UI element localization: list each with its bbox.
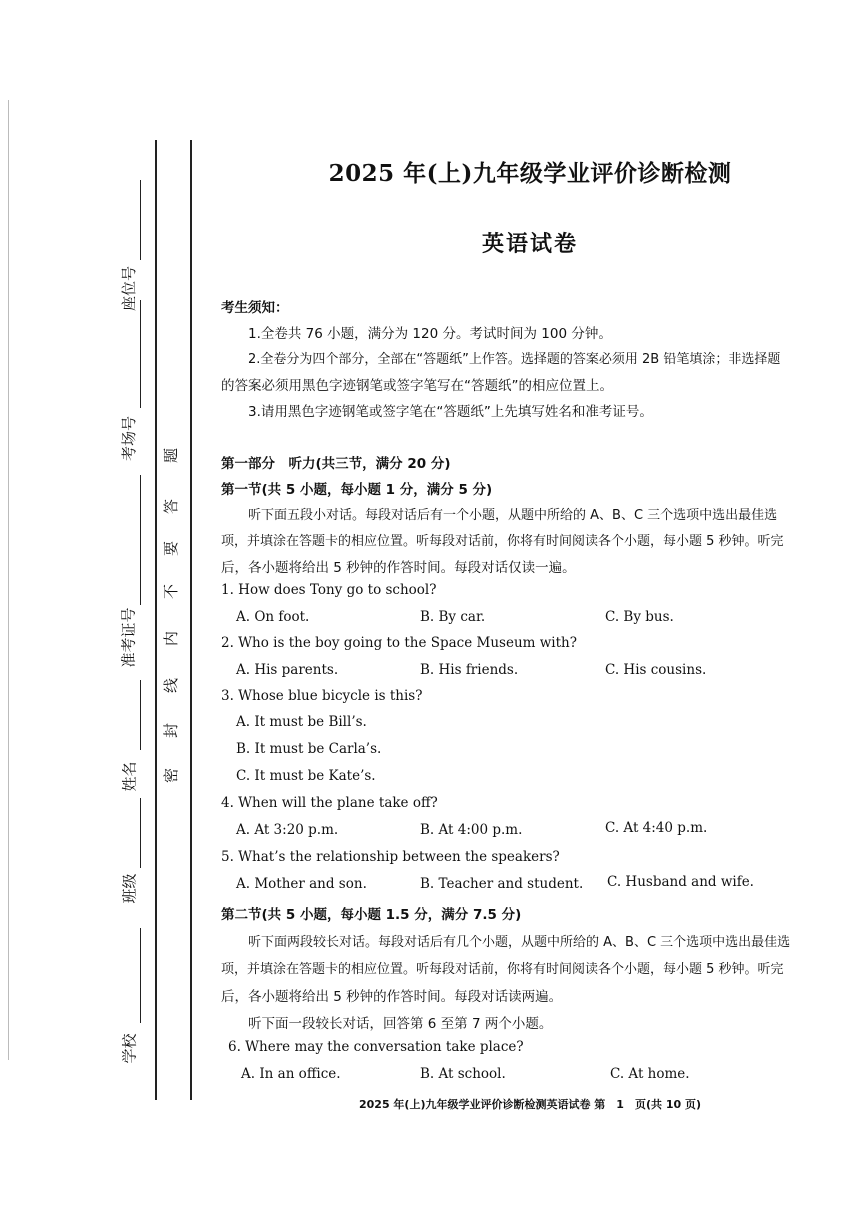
question-5: 5. What’s the relationship between the speakers? (221, 849, 560, 865)
notice-item-2: 2.全卷分为四个部分，全部在“答题纸”上作答。选择题的答案必须用 2B 铅笔填涂；非选择题 (248, 352, 781, 367)
q5-option-a: A. Mother and son. (236, 876, 367, 892)
name-label: 姓名 (120, 761, 139, 792)
q4-option-b: B. At 4:00 p.m. (420, 822, 523, 838)
seat-number-field[interactable] (140, 180, 141, 260)
q3-option-a: A. It must be Bill’s. (236, 714, 367, 730)
binding-line-outer (190, 140, 192, 1100)
seal-char: 不 (162, 583, 181, 600)
section1-heading: 第一节(共 5 小题，每小题 1 分，满分 5 分) (221, 482, 493, 498)
ticket-number-field[interactable] (140, 475, 141, 605)
section1-instructions-end: 后，各小题将给出 5 秒钟的作答时间。每段对话仅读一遍。 (221, 560, 576, 576)
notice-item-3: 3.请用黑色字迹钢笔或签字笔在“答题纸”上先填写姓名和准考证号。 (248, 404, 653, 420)
section2-instructions-end: 后，各小题将给出 5 秒钟的作答时间。每段对话读两遍。 (221, 989, 563, 1005)
ticket-number-label: 准考证号 (119, 607, 138, 668)
q1-option-b: B. By car. (420, 609, 486, 625)
seal-char: 线 (162, 677, 181, 694)
class-label: 班级 (120, 873, 139, 904)
q1-option-c: C. By bus. (605, 609, 674, 625)
page-edge-line (8, 100, 9, 1060)
seal-char: 题 (162, 447, 181, 464)
dialogue-intro: 听下面一段较长对话，回答第 6 至第 7 两个小题。 (248, 1016, 553, 1032)
q4-option-a: A. At 3:20 p.m. (236, 822, 339, 838)
question-1: 1. How does Tony go to school? (221, 582, 437, 598)
section1-instructions: 听下面五段小对话。每段对话后有一个小题，从题中所给的 A、B、C 三个选项中选出最佳选 (248, 508, 778, 523)
exam-subtitle: 英语试卷 (481, 231, 578, 257)
seal-char: 封 (162, 722, 181, 739)
q2-option-c: C. His cousins. (605, 662, 707, 678)
question-2: 2. Who is the boy going to the Space Museum with? (221, 635, 577, 651)
q6-option-b: B. At school. (420, 1066, 506, 1082)
binding-line-inner (155, 140, 157, 1100)
q1-option-a: A. On foot. (236, 609, 310, 625)
exam-room-field[interactable] (140, 300, 141, 408)
notice-item-2-cont: 的答案必须用黑色字迹钢笔或签字笔写在“答题纸”的相应位置上。 (221, 378, 613, 394)
section2-instructions: 听下面两段较长对话。每段对话后有几个小题，从题中所给的 A、B、C 三个选项中选出最佳选 (248, 935, 791, 950)
question-4: 4. When will the plane take off? (221, 795, 438, 811)
q4-option-c: C. At 4:40 p.m. (605, 820, 708, 836)
school-label: 学校 (120, 1033, 139, 1064)
question-3: 3. Whose blue bicycle is this? (221, 688, 423, 704)
section2-heading: 第二节(共 5 小题，每小题 1.5 分，满分 7.5 分) (221, 907, 522, 923)
q5-option-b: B. Teacher and student. (420, 876, 584, 892)
q5-option-c: C. Husband and wife. (607, 874, 754, 890)
q3-option-b: B. It must be Carla’s. (236, 741, 382, 757)
seal-char: 密 (162, 767, 181, 784)
seat-number-label: 座位号 (120, 265, 139, 312)
exam-room-label: 考场号 (120, 415, 139, 462)
exam-title: 2025 年(上)九年级学业评价诊断检测 (328, 160, 732, 187)
part1-heading: 第一部分 听力(共三节，满分 20 分) (221, 456, 451, 472)
q2-option-b: B. His friends. (420, 662, 519, 678)
q3-option-c: C. It must be Kate’s. (236, 768, 376, 784)
notice-heading: 考生须知： (221, 300, 289, 316)
seal-char: 要 (162, 540, 181, 557)
section2-instructions-cont: 项，并填涂在答题卡的相应位置。听每段对话前，你将有时间阅读各个小题，每小题 5 秒钟。听完 (221, 962, 784, 977)
page-footer: 2025 年(上)九年级学业评价诊断检测英语试卷 第 1 页(共 10 页) (358, 1098, 701, 1111)
school-field[interactable] (140, 928, 141, 1023)
notice-item-1: 1.全卷共 76 小题，满分为 120 分。考试时间为 100 分钟。 (248, 326, 612, 342)
question-6: 6. Where may the conversation take place? (228, 1039, 524, 1055)
q6-option-c: C. At home. (610, 1066, 690, 1082)
name-field[interactable] (140, 680, 141, 750)
q6-option-a: A. In an office. (241, 1066, 341, 1082)
seal-char: 内 (162, 630, 181, 647)
class-field[interactable] (140, 798, 141, 868)
seal-char: 答 (162, 498, 181, 515)
section1-instructions-cont: 项，并填涂在答题卡的相应位置。听每段对话前，你将有时间阅读各个小题，每小题 5 秒钟。听完 (221, 534, 784, 549)
q2-option-a: A. His parents. (236, 662, 339, 678)
